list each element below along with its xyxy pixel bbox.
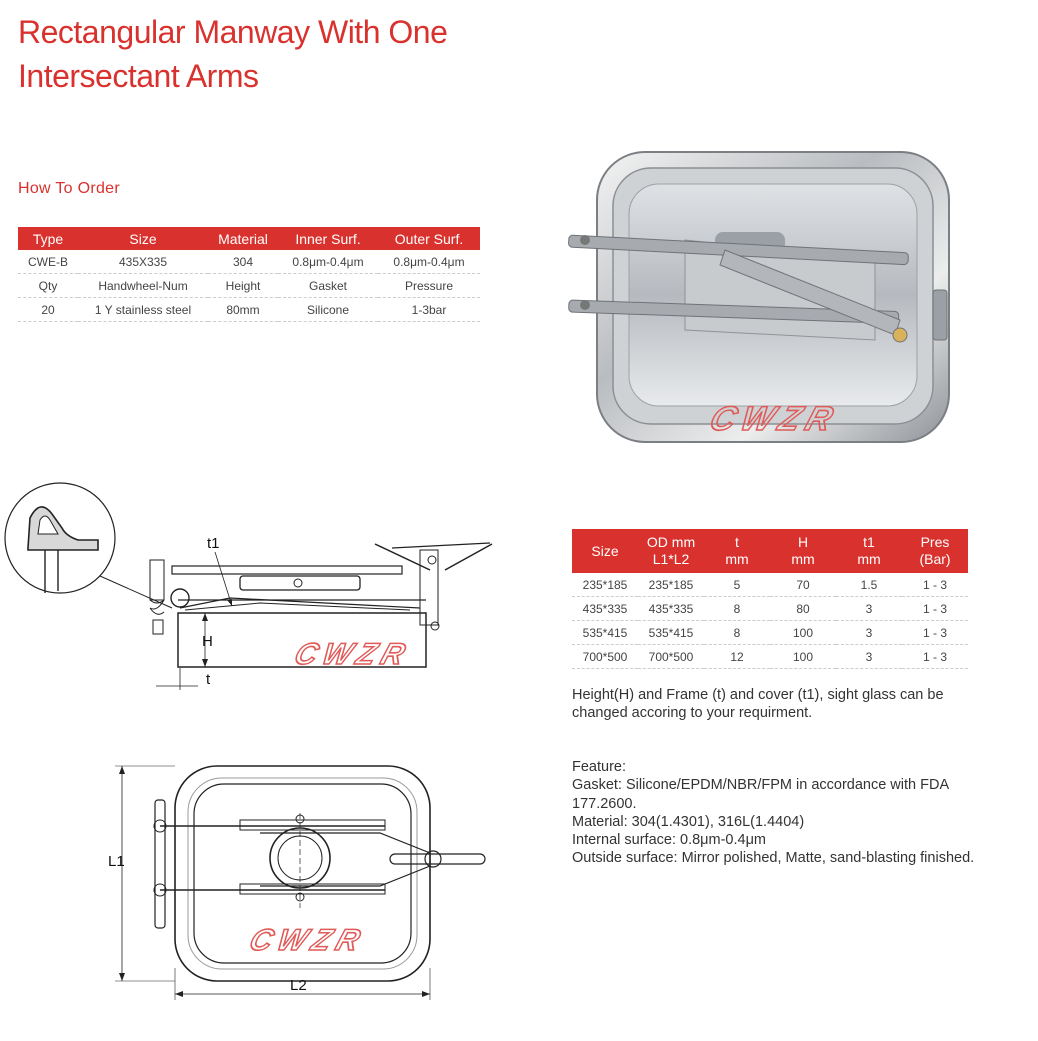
- table-row: [572, 597, 968, 621]
- table-cell: 1.5: [836, 573, 902, 597]
- table-cell: 435*335: [572, 597, 638, 621]
- col-size-header: Size: [78, 227, 208, 250]
- dim-H-label: H: [202, 633, 213, 650]
- feature-heading: Feature:: [572, 759, 626, 775]
- table-cell: 700*500: [638, 645, 704, 669]
- table-row: [572, 573, 968, 597]
- table-cell: 100: [770, 621, 836, 645]
- table-cell: 100: [770, 645, 836, 669]
- col-t1-header: t1 mm: [836, 529, 902, 573]
- photo-watermark: CWZR: [705, 399, 844, 438]
- col-od-header: OD mm L1*L2: [638, 529, 704, 573]
- table-cell: 80: [770, 597, 836, 621]
- table-cell: Pressure: [378, 274, 480, 298]
- feature-gasket: Gasket: Silicone/EPDM/NBR/FPM in accordance with FDA 177.2600.: [572, 777, 953, 812]
- table-cell: 235*185: [638, 573, 704, 597]
- table-cell: 304: [208, 250, 278, 274]
- table-cell: 235*185: [572, 573, 638, 597]
- table-cell: Handwheel-Num: [78, 274, 208, 298]
- top-watermark: CWZR: [245, 922, 371, 957]
- col-t-header: t mm: [704, 529, 770, 573]
- col-h-header: H mm: [770, 529, 836, 573]
- table-cell: 700*500: [572, 645, 638, 669]
- table-row: [18, 298, 480, 322]
- table-cell: 0.8μm-0.4μm: [278, 250, 378, 274]
- table-cell: 70: [770, 573, 836, 597]
- table-cell: Gasket: [278, 274, 378, 298]
- table-cell: 535*415: [638, 621, 704, 645]
- feature-block: [572, 758, 992, 868]
- table-cell: 435X335: [78, 250, 208, 274]
- table-cell: 5: [704, 573, 770, 597]
- table-cell: 535*415: [572, 621, 638, 645]
- side-section-drawing: [0, 478, 520, 708]
- table-cell: 80mm: [208, 298, 278, 322]
- how-to-order-heading: How To Order: [18, 180, 121, 197]
- dim-L1-label: L1: [108, 853, 125, 870]
- table-row: [572, 645, 968, 669]
- dim-t1-label: t1: [207, 535, 220, 552]
- table-cell: 8: [704, 597, 770, 621]
- col-material-header: Material: [208, 227, 278, 250]
- col-size-header: Size: [572, 529, 638, 573]
- table-cell: 1 - 3: [902, 597, 968, 621]
- table-row: [572, 621, 968, 645]
- col-pres-header: Pres (Bar): [902, 529, 968, 573]
- table-cell: Qty: [18, 274, 78, 298]
- page-title: [18, 10, 447, 98]
- table-cell: 8: [704, 621, 770, 645]
- product-photo: [545, 140, 985, 470]
- table-row: [18, 274, 480, 298]
- table-cell: CWE-B: [18, 250, 78, 274]
- col-outer-surf-header: Outer Surf.: [378, 227, 480, 250]
- col-type-header: Type: [18, 227, 78, 250]
- table-row: [18, 250, 480, 274]
- table-cell: 435*335: [638, 597, 704, 621]
- table-cell: Silicone: [278, 298, 378, 322]
- table-cell: 3: [836, 621, 902, 645]
- table-cell: 3: [836, 597, 902, 621]
- table-cell: 12: [704, 645, 770, 669]
- dim-t-label: t: [206, 671, 211, 688]
- feature-material: Material: 304(1.4301), 316L(1.4404): [572, 813, 805, 830]
- table-header-row: [572, 529, 968, 573]
- top-view-drawing: [100, 758, 520, 1008]
- table-cell: 1 - 3: [902, 573, 968, 597]
- feature-outside-surface: Outside surface: Mirror polished, Matte, sand-blasting finished.: [572, 850, 975, 867]
- table-cell: 1 Y stainless steel: [78, 298, 208, 322]
- size-table: [572, 529, 968, 669]
- table-header-row: [18, 227, 480, 250]
- side-watermark: CWZR: [290, 636, 416, 671]
- customization-note: Height(H) and Frame (t) and cover (t1), sight glass can be changed accoring to your requirment.: [572, 687, 944, 721]
- table-cell: 20: [18, 298, 78, 322]
- table-cell: 3: [836, 645, 902, 669]
- feature-internal-surface: Internal surface: 0.8μm-0.4μm: [572, 832, 767, 849]
- table-cell: Height: [208, 274, 278, 298]
- dim-L2-label: L2: [290, 977, 307, 994]
- table-cell: 1 - 3: [902, 621, 968, 645]
- table-cell: 0.8μm-0.4μm: [378, 250, 480, 274]
- how-to-order-table: [18, 227, 480, 322]
- table-cell: 1 - 3: [902, 645, 968, 669]
- title-line-1: Rectangular Manway With One: [18, 14, 448, 50]
- title-line-2: Intersectant Arms: [18, 58, 259, 94]
- table-cell: 1-3bar: [378, 298, 480, 322]
- col-inner-surf-header: Inner Surf.: [278, 227, 378, 250]
